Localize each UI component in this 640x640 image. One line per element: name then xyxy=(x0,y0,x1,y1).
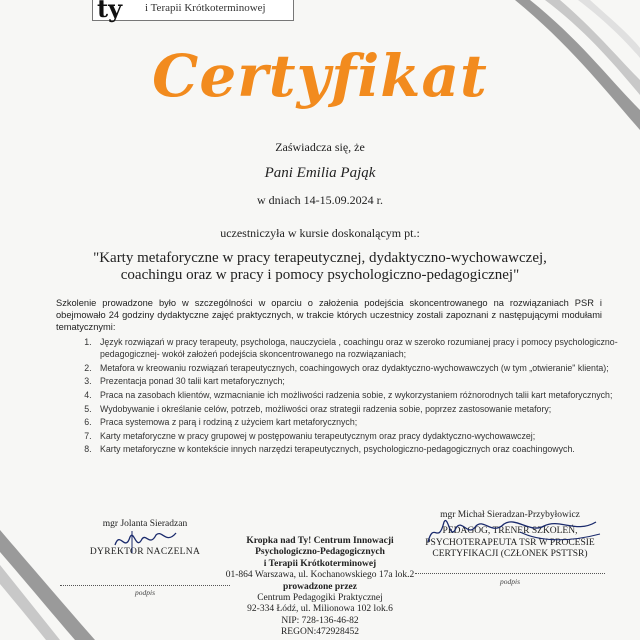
module-item: 6. Praca systemowa z parą i rodziną z użyciem kart metaforycznych; xyxy=(94,416,634,428)
module-item: 5. Wydobywanie i określanie celów, potrzeb, możliwości oraz strategii radzenia sobie, poprzez zastosowanie metafory; xyxy=(94,403,634,415)
attest-text: Zaświadcza się, że xyxy=(275,140,365,154)
nip-number: NIP: 728-136-46-82 xyxy=(281,615,359,626)
module-item: 2. Metafora w kreowaniu rozwiązań terapeutycznych, coachingowych oraz dydaktyczno-wychowawczych (w tym „otwieranie" klienta); xyxy=(94,362,634,374)
partner-address: 92-334 Łódź, ul. Milionowa 102 lok.6 xyxy=(247,604,393,615)
signature-line xyxy=(415,573,605,574)
recipient-name: Pani Emilia Pająk xyxy=(264,165,376,181)
course-title xyxy=(0,250,640,284)
module-item: 3. Prezentacja ponad 30 talii kart metaforycznych; xyxy=(94,375,634,387)
attended-text: uczestniczyła w kursie doskonalącym pt.: xyxy=(220,226,420,240)
organizer-name: i Terapii Krótkoterminowej xyxy=(263,558,377,569)
signature-block-right xyxy=(400,510,620,588)
signatory-role: DYREKTOR NACZELNA xyxy=(89,547,201,557)
module-item: 8. Karty metaforyczne w kontekście innych narzędzi terapeutycznych, psychologiczno-pedagogicznych oraz coachingowych. xyxy=(94,443,634,455)
course-title-line: coachingu oraz w pracy i pomocy psychologiczno-pedagogicznej" xyxy=(120,267,520,283)
logo-mark: ty xyxy=(97,0,123,23)
organizer-name: Psychologiczno-Pedagogicznych xyxy=(255,547,385,558)
signatory-role: CERTYFIKACJI (CZŁONEK PSTTSR) xyxy=(432,549,588,560)
module-item: 4. Praca na zasobach klientów, wzmacnianie ich możliwości radzenia sobie, z wykorzystaniem różnorodnych talii kart metaforycznych; xyxy=(94,389,634,401)
signature-caption: podpis xyxy=(499,577,520,587)
signature-caption: podpis xyxy=(134,588,155,597)
course-dates: w dniach 14-15.09.2024 r. xyxy=(257,193,383,207)
signatory-name: mgr Jolanta Sieradzan xyxy=(102,519,188,529)
course-description: Szkolenie prowadzone było w szczególności w oparciu o założenia podejścia skoncentrowanego na rozwiązaniach PSR i obejmowało 24 godziny dydaktyczne zajęć praktycznych, w trakcie których uczestnicy zostali zapoznani z następującymi modułami tematycznymi: xyxy=(56,298,602,333)
run-by-label: prowadzone przez xyxy=(283,581,357,592)
organizer-address: 01-864 Warszawa, ul. Kochanowskiego 17a lok.2 xyxy=(225,570,415,581)
organizer-name: Kropka nad Ty! Centrum Innowacji xyxy=(246,536,394,546)
module-list xyxy=(64,336,634,457)
module-item: 1. Język rozwiązań w pracy terapeuty, psychologa, nauczyciela , coachingu oraz w szeroko rozumianej pracy i pomocy psychologiczno-pedagogicznej- wokół założeń podejścia skoncentrowanego na rozwiązaniach; xyxy=(94,336,634,360)
regon-number: REGON:472928452 xyxy=(280,627,360,638)
course-title-line: "Karty metaforyczne w pracy terapeutycznej, dydaktyczno-wychowawczej, xyxy=(93,250,547,266)
logo-text: i Terapii Krótkoterminowej xyxy=(145,2,266,14)
signatory-role: PEDAGOG, TRENER SZKOLEŃ, xyxy=(442,525,578,536)
partner-name: Centrum Pedagogiki Praktycznej xyxy=(257,593,383,604)
signatory-role: PSYCHOTERAPEUTA TSR W PROCESIE xyxy=(425,537,595,548)
signatory-name: mgr Michał Sieradzan-Przybyłowicz xyxy=(440,510,580,520)
module-item: 7. Karty metaforyczne w pracy grupowej w postępowaniu terapeutycznym oraz pracy dydaktyczno-wychowawczej; xyxy=(94,430,634,442)
certificate-title: Certyfikat xyxy=(152,42,488,110)
logo-header xyxy=(92,0,294,21)
